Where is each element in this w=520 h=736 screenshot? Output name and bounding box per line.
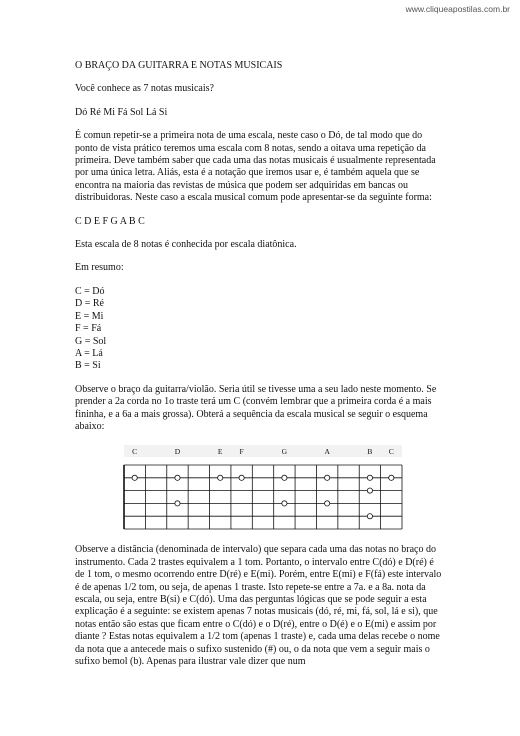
- note-label: D: [174, 447, 181, 457]
- notes-line: Dó Ré Mi Fá Sol Lá Si: [75, 106, 168, 118]
- note-label: G: [281, 447, 288, 457]
- mapping-item: C = Dó: [75, 285, 105, 297]
- note-label: C: [132, 447, 138, 457]
- note-mapping-list: [75, 286, 443, 373]
- note-label: B: [367, 447, 373, 457]
- note-position-dot: [175, 476, 180, 481]
- mapping-item: D = Ré: [75, 298, 104, 310]
- paragraph-intro: É comun repetir-se a primeira nota de uma escala, neste caso o Dó, de tal modo que do ponto de vista prático teremos uma escala com 8 notas, sendo a oitava uma repetição da primeira. Deve também saber que cada uma das notas musicais é usualmente representada por uma única letra. Aliás, esta é a notação que iremos usar e, é também aquela que se encontra na maioria das revistas de música que podem ser adquiridas em bancas ou distribuidoras. Neste caso a escala musical comum pode apresentar-se da seguinte forma:: [75, 130, 436, 204]
- note-position-dot: [282, 476, 287, 481]
- note-label-band: [124, 445, 402, 457]
- note-label: A: [324, 447, 330, 457]
- fretboard-svg: [120, 443, 406, 533]
- question-line: Você conhece as 7 notas musicais?: [75, 83, 214, 95]
- letters-line: C D E F G A B C: [75, 215, 145, 227]
- mapping-item: B = Si: [75, 360, 101, 372]
- note-position-dot: [325, 501, 330, 506]
- document-page: [75, 60, 443, 668]
- note-position-dot: [367, 488, 372, 493]
- fretboard-diagram: [120, 443, 406, 533]
- note-position-dot: [175, 501, 180, 506]
- note-position-dot: [389, 476, 394, 481]
- diatonic-line: Esta escala de 8 notas é conhecida por escala diatônica.: [75, 239, 297, 251]
- summary-label: Em resumo:: [75, 262, 124, 274]
- note-position-dot: [132, 476, 137, 481]
- note-position-dot: [325, 476, 330, 481]
- site-url[interactable]: www.cliqueapostilas.com.br: [405, 4, 510, 14]
- document-title: O BRAÇO DA GUITARRA E NOTAS MUSICAIS: [75, 60, 283, 71]
- note-position-dot: [367, 476, 372, 481]
- note-position-dot: [239, 476, 244, 481]
- paragraph-fretboard: Observe o braço da guitarra/violão. Seria útil se tivesse uma a seu lado neste momento. Se prender a 2a corda no 1o traste terá um C (convém lembrar que a primeira corda é a mais fininha, e a 6a a mais grossa). Obterá a sequência da escala musical se seguir o esquema abaixo:: [75, 383, 437, 432]
- mapping-item: A = Lá: [75, 347, 103, 359]
- note-label: C: [388, 447, 394, 457]
- paragraph-intervals: Observe a distância (denominada de intervalo) que separa cada uma das notas no braço do instrumento. Cada 2 trastes equivalem a 1 tom. Portanto, o intervalo entre C(dó) e D(ré) é de 1 tom, o mesmo ocorrendo entre D(ré) e E(mi). Porém, entre E(mi) e F(fá) este intervalo é de apenas 1/2 tom, ou seja, de apenas 1 traste. Isto repete-se entre a 7a. e a 8a. nota da escala, ou seja, entre B(si) e C(dó). Uma das perguntas lógicas que se pode seguir a esta explicação é a seguinte: se existem apenas 7 notas musicais (dó, ré, mi, fá, sol, lá e si), que notas então são estas que ficam entre o C(dó) e o D(ré), entre o D(é) e o E(mi) e assim por diante ? Estas notas equivalem a 1/2 tom (apenas 1 traste) e, cada uma delas recebe o nome da nota que a antecede mais o sufixo sustenido (#) ou, o da nota que vem a seguir mais o sufixo bemol (b). Apenas para ilustrar vale dizer que num: [75, 544, 442, 667]
- note-position-dot: [218, 476, 223, 481]
- mapping-item: G = Sol: [75, 335, 107, 347]
- note-position-dot: [282, 501, 287, 506]
- note-label: E: [217, 447, 223, 457]
- note-position-dot: [367, 514, 372, 519]
- note-label: F: [239, 447, 244, 457]
- mapping-item: F = Fá: [75, 323, 102, 335]
- mapping-item: E = Mi: [75, 310, 104, 322]
